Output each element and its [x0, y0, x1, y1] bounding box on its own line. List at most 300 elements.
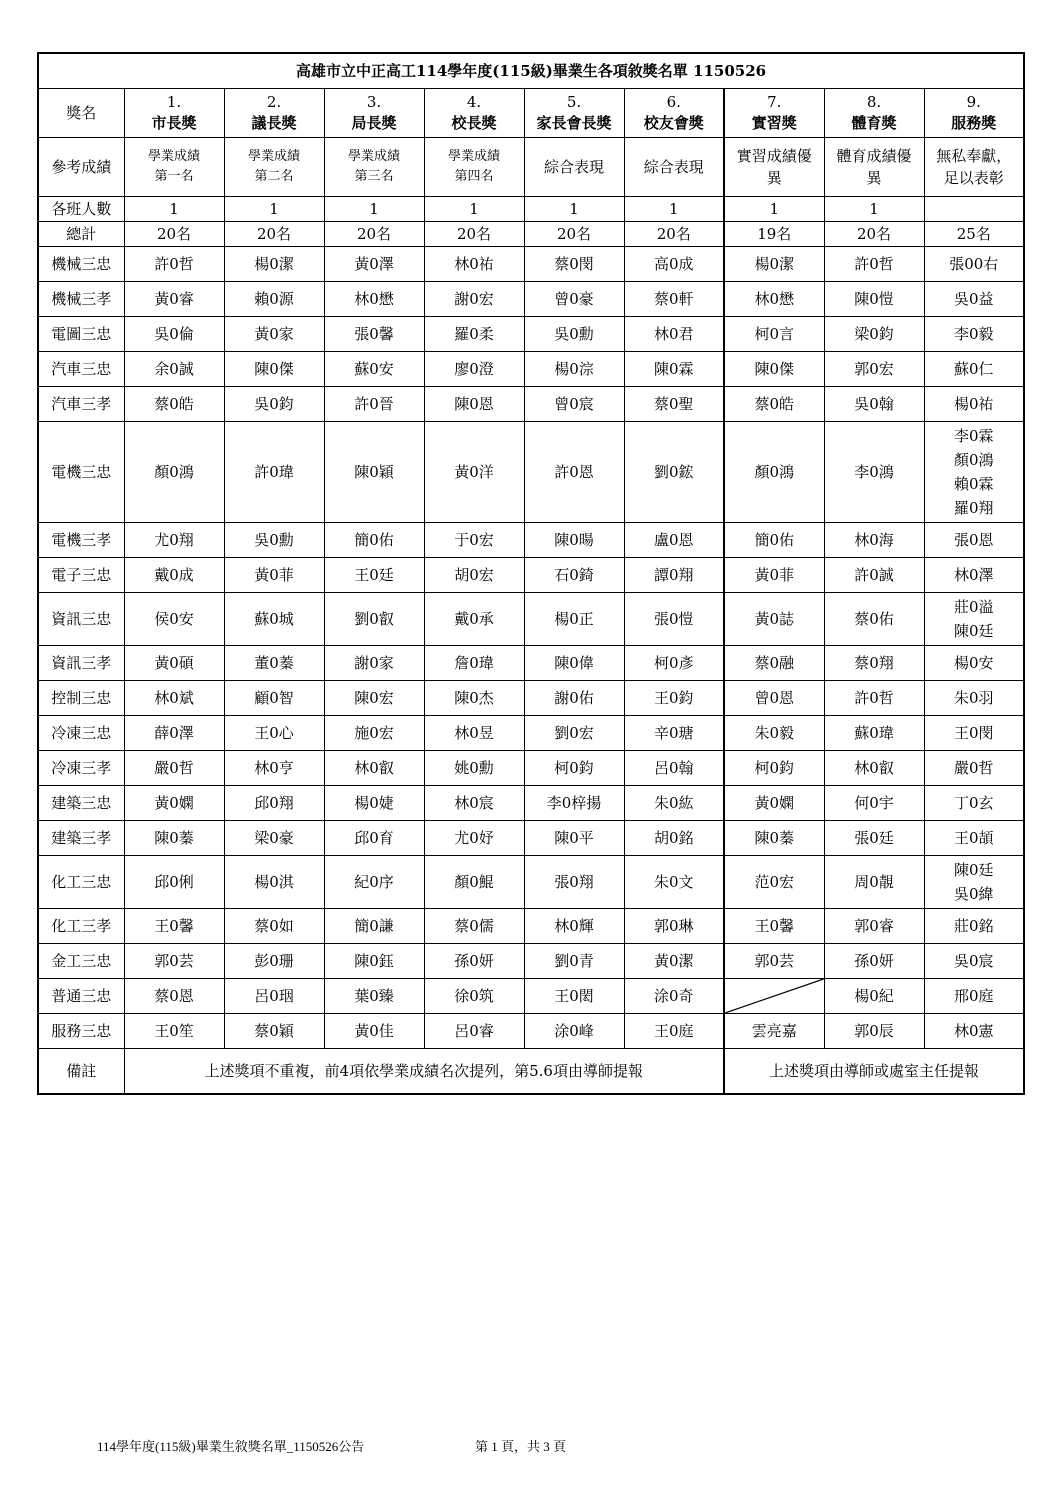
student-name: 陳0廷: [954, 622, 994, 640]
award-name-cell: [524, 979, 624, 1014]
table-row: [38, 909, 1024, 944]
student-name: 何0宇: [854, 794, 894, 812]
award-number: 6.: [666, 93, 681, 111]
class-name: 資訊三忠: [38, 593, 124, 646]
reference-line: 學業成績: [147, 149, 200, 164]
award-name-cell: [224, 317, 324, 352]
award-name-cell: [824, 422, 924, 523]
reference-cell: [324, 138, 424, 197]
student-name: 吳0勳: [254, 531, 294, 549]
per-class-count: 1: [124, 197, 224, 222]
student-name: 呂0睿: [454, 1022, 494, 1040]
student-name: 王0心: [254, 724, 294, 742]
award-name-cell: [324, 646, 424, 681]
reference-cell: [924, 138, 1024, 197]
student-name: 楊0婕: [354, 794, 394, 812]
class-name: 機械三孝: [38, 282, 124, 317]
student-name: 林0憲: [954, 1022, 994, 1040]
total-count: 20名: [124, 222, 224, 247]
student-name: 王0頡: [954, 829, 994, 847]
award-name-cell: [824, 909, 924, 944]
student-name: 賴0源: [254, 290, 294, 308]
student-name: 朱0紘: [653, 794, 694, 812]
award-name-cell: [824, 317, 924, 352]
reference-cell: [424, 138, 524, 197]
class-name: 建築三孝: [38, 821, 124, 856]
student-name: 柯0彥: [653, 654, 694, 672]
student-name: 呂0翰: [653, 759, 694, 777]
student-name: 蔡0軒: [653, 290, 694, 308]
student-name: 朱0文: [653, 873, 694, 891]
award-name-cell: [624, 786, 724, 821]
award-name-cell: [924, 751, 1024, 786]
student-name: 郭0芸: [754, 952, 795, 970]
student-name: 林0祐: [454, 255, 494, 273]
table-row: [38, 593, 1024, 646]
award-name-cell: [524, 909, 624, 944]
award-name-cell: [624, 247, 724, 282]
award-name-cell: [624, 1014, 724, 1049]
award-name-cell: [724, 821, 824, 856]
student-name: 許0哲: [854, 255, 894, 273]
remarks-row: [38, 1049, 1024, 1095]
student-name: 陳0愷: [854, 290, 894, 308]
student-name: 蔡0聖: [653, 395, 694, 413]
total-count: 20名: [224, 222, 324, 247]
award-name-cell: [524, 593, 624, 646]
award-name-cell: [424, 317, 524, 352]
student-name: 王0鈞: [653, 689, 694, 707]
student-name: 許0誠: [854, 566, 894, 584]
student-name: 蔡0翔: [854, 654, 894, 672]
award-name-cell: [224, 422, 324, 523]
award-name-cell: [824, 821, 924, 856]
award-name-cell: [924, 282, 1024, 317]
award-name-cell: [924, 247, 1024, 282]
award-name-cell: [424, 646, 524, 681]
student-name: 孫0妍: [854, 952, 894, 970]
student-name: 蔡0儒: [454, 917, 494, 935]
per-class-count: 1: [624, 197, 724, 222]
student-name: 顏0鴻: [754, 463, 795, 481]
student-name: 許0瑋: [254, 463, 294, 481]
reference-cell: [224, 138, 324, 197]
student-name: 柯0鈞: [754, 759, 795, 777]
reference-cell: [824, 138, 924, 197]
student-name: 莊0銘: [954, 917, 994, 935]
table-row: [38, 387, 1024, 422]
student-name: 陳0蓁: [154, 829, 194, 847]
award-name-cell: [624, 352, 724, 387]
award-name-cell: [624, 317, 724, 352]
award-name-cell: [224, 856, 324, 909]
award-title: 體育獎: [851, 114, 897, 132]
award-name-cell: [224, 751, 324, 786]
student-name: 紀0序: [354, 873, 394, 891]
award-name-cell: [524, 716, 624, 751]
class-name: 汽車三忠: [38, 352, 124, 387]
class-name: 汽車三孝: [38, 387, 124, 422]
student-name: 曾0恩: [754, 689, 795, 707]
award-name-cell: [124, 422, 224, 523]
award-name-cell: [524, 1014, 624, 1049]
award-name-cell: [424, 856, 524, 909]
student-name: 許0恩: [554, 463, 594, 481]
class-name: 控制三忠: [38, 681, 124, 716]
student-name: 張0恩: [954, 531, 994, 549]
student-name: 陳0傑: [754, 360, 795, 378]
award-name-cell: [324, 716, 424, 751]
reference-line: 足以表彰: [943, 169, 1004, 187]
student-name: 楊0淇: [254, 873, 294, 891]
award-name-cell: [424, 523, 524, 558]
award-name-cell: [724, 593, 824, 646]
award-name-cell: [124, 786, 224, 821]
award-name-cell: [924, 856, 1024, 909]
diagonal-slash: [725, 979, 824, 1013]
award-name-cell: [324, 422, 424, 523]
reference-line: 無私奉獻，: [936, 147, 1012, 165]
award-name-cell: [224, 944, 324, 979]
award-name-cell: [324, 944, 424, 979]
student-name: 董0蓁: [254, 654, 294, 672]
award-name-cell: [224, 247, 324, 282]
award-name-cell: [324, 387, 424, 422]
student-name: 簡0佑: [754, 531, 795, 549]
award-name-cell: [924, 523, 1024, 558]
award-name-cell: [224, 593, 324, 646]
award-header-cell: [524, 89, 624, 138]
total-label: 總計: [38, 222, 124, 247]
reference-cell: [624, 138, 724, 197]
award-title: 服務獎: [951, 114, 997, 132]
award-name-cell: [724, 944, 824, 979]
award-name-cell: [724, 909, 824, 944]
student-name: 彭0珊: [254, 952, 294, 970]
award-name-cell: [224, 979, 324, 1014]
student-name: 柯0言: [754, 325, 795, 343]
table-row: [38, 751, 1024, 786]
award-name-cell: [924, 979, 1024, 1014]
award-title: 市長獎: [151, 114, 197, 132]
student-name: 林0懋: [754, 290, 795, 308]
student-name: 吳0鈞: [254, 395, 294, 413]
award-name-cell: [424, 387, 524, 422]
student-name: 蔡0閔: [554, 255, 594, 273]
reference-line: 學業成績: [447, 149, 500, 164]
student-name: 張0翔: [554, 873, 594, 891]
table-row: [38, 352, 1024, 387]
award-name-cell: [324, 1014, 424, 1049]
student-name: 孫0妍: [454, 952, 494, 970]
student-name: 謝0宏: [454, 290, 494, 308]
student-name: 陳0宏: [354, 689, 394, 707]
per-class-label: 各班人數: [38, 197, 124, 222]
reference-line: 異: [766, 169, 782, 187]
student-name: 涂0峰: [554, 1022, 594, 1040]
per-class-count: 1: [524, 197, 624, 222]
award-name-cell: [824, 387, 924, 422]
award-name-cell: [724, 646, 824, 681]
reference-line: 學業成績: [247, 149, 300, 164]
student-name: 王0廷: [354, 566, 394, 584]
student-name: 蔡0皓: [154, 395, 194, 413]
award-name-cell: [124, 646, 224, 681]
award-name-cell: [424, 979, 524, 1014]
student-name: 邢0庭: [954, 987, 994, 1005]
reference-line: 綜合表現: [643, 158, 704, 176]
student-name: 陳0暘: [554, 531, 594, 549]
award-name-cell: [924, 558, 1024, 593]
footer-doc-name: 114學年度(115級)畢業生敘獎名單_1150526公告: [97, 1439, 365, 1454]
award-name-cell: [124, 751, 224, 786]
student-name: 蔡0融: [754, 654, 795, 672]
award-name-cell: [924, 352, 1024, 387]
award-name-cell: [824, 979, 924, 1014]
student-name: 楊0淙: [554, 360, 594, 378]
award-name-cell: [724, 1014, 824, 1049]
class-name: 服務三忠: [38, 1014, 124, 1049]
award-name-cell: [824, 716, 924, 751]
award-name-cell: [124, 387, 224, 422]
student-name: 廖0澄: [454, 360, 494, 378]
student-name: 陳0恩: [454, 395, 494, 413]
student-name: 林0懋: [354, 290, 394, 308]
student-name: 張0愷: [653, 610, 694, 628]
award-name-cell: [124, 317, 224, 352]
student-name: 劉0鋐: [653, 463, 694, 481]
per-class-count: 1: [224, 197, 324, 222]
student-name: 侯0安: [154, 610, 194, 628]
award-name-cell: [824, 282, 924, 317]
student-name: 李0梓揚: [546, 794, 602, 812]
award-name-cell: [224, 282, 324, 317]
award-name-cell: [724, 751, 824, 786]
student-name: 戴0成: [154, 566, 194, 584]
award-table: [37, 52, 1025, 1095]
student-name: 柯0鈞: [554, 759, 594, 777]
award-title: 校長獎: [451, 114, 497, 132]
student-name: 楊0正: [554, 610, 594, 628]
award-name-cell: [424, 716, 524, 751]
table-row: [38, 856, 1024, 909]
award-name-cell: [224, 523, 324, 558]
student-name: 范0宏: [754, 873, 795, 891]
student-name: 賴0霖: [954, 475, 994, 493]
award-name-cell: [324, 247, 424, 282]
student-name: 簡0佑: [354, 531, 394, 549]
award-name-cell: [124, 821, 224, 856]
award-header-cell: [424, 89, 524, 138]
total-count: 20名: [824, 222, 924, 247]
student-name: 邱0育: [354, 829, 394, 847]
student-name: 黃0潔: [653, 952, 694, 970]
award-name-cell: [424, 422, 524, 523]
student-name: 王0閔: [954, 724, 994, 742]
student-name: 陳0平: [554, 829, 594, 847]
class-name: 化工三忠: [38, 856, 124, 909]
student-name: 邱0翔: [254, 794, 294, 812]
award-name-cell: [624, 821, 724, 856]
student-name: 梁0鈞: [854, 325, 894, 343]
award-name-cell: [124, 856, 224, 909]
student-name: 嚴0哲: [954, 759, 994, 777]
award-name-cell: [724, 387, 824, 422]
student-name: 林0叡: [854, 759, 894, 777]
award-header-cell: [724, 89, 824, 138]
student-name: 黃0菲: [754, 566, 795, 584]
reference-cell: [724, 138, 824, 197]
award-name-cell: [524, 387, 624, 422]
award-name-cell: [224, 681, 324, 716]
award-name-cell: [524, 422, 624, 523]
award-title: 局長獎: [351, 114, 397, 132]
award-name-cell: [424, 751, 524, 786]
per-class-count: 1: [424, 197, 524, 222]
award-header-cell: [124, 89, 224, 138]
award-name-cell: [324, 282, 424, 317]
table-row: [38, 681, 1024, 716]
award-name-cell: [124, 979, 224, 1014]
student-name: 林0君: [653, 325, 694, 343]
student-name: 黃0嫻: [154, 794, 194, 812]
award-name-cell: [324, 979, 424, 1014]
award-name-cell: [224, 558, 324, 593]
class-name: 普通三忠: [38, 979, 124, 1014]
award-name-cell: [524, 821, 624, 856]
award-name-cell: [624, 856, 724, 909]
student-name: 王0庭: [653, 1022, 694, 1040]
student-name: 林0昱: [454, 724, 494, 742]
class-name: 金工三忠: [38, 944, 124, 979]
award-name-cell: [824, 856, 924, 909]
table-row: [38, 523, 1024, 558]
award-name-cell: [824, 352, 924, 387]
student-name: 吳0緯: [954, 885, 994, 903]
reference-line: 第四名: [454, 169, 494, 184]
award-name-cell: [124, 593, 224, 646]
award-header-cell: [324, 89, 424, 138]
student-name: 胡0宏: [454, 566, 494, 584]
total-count: 20名: [424, 222, 524, 247]
student-name: 劉0叡: [354, 610, 394, 628]
award-name-cell: [124, 558, 224, 593]
award-name-cell: [224, 1014, 324, 1049]
award-name-cell: [524, 523, 624, 558]
class-name: 冷凍三孝: [38, 751, 124, 786]
student-name: 蘇0瑋: [854, 724, 894, 742]
award-name-cell: [924, 821, 1024, 856]
table-row: [38, 317, 1024, 352]
award-name-cell: [824, 523, 924, 558]
total-count: 25名: [924, 222, 1024, 247]
student-name: 吳0倫: [154, 325, 194, 343]
student-name: 曾0宸: [554, 395, 594, 413]
award-header-cell: [624, 89, 724, 138]
student-name: 邱0俐: [154, 873, 194, 891]
student-name: 余0誠: [154, 360, 194, 378]
student-name: 黃0菲: [254, 566, 294, 584]
student-name: 蔡0如: [254, 917, 294, 935]
award-name-cell: [824, 247, 924, 282]
award-name-cell: [624, 593, 724, 646]
award-name-cell: [424, 786, 524, 821]
student-name: 詹0瑋: [454, 654, 494, 672]
award-name-cell: [524, 282, 624, 317]
award-name-cell: [924, 716, 1024, 751]
student-name: 林0叡: [354, 759, 394, 777]
award-name-cell: [324, 593, 424, 646]
footer-page-number: 第 1 頁，共 3 頁: [475, 1439, 567, 1454]
class-name: 機械三忠: [38, 247, 124, 282]
student-name: 王0閎: [554, 987, 594, 1005]
student-name: 林0斌: [154, 689, 194, 707]
student-name: 楊0潔: [254, 255, 294, 273]
award-list-page: [37, 52, 1023, 1095]
award-name-cell: [524, 681, 624, 716]
class-name: 資訊三孝: [38, 646, 124, 681]
student-name: 石0錡: [554, 566, 594, 584]
student-name: 顏0鴻: [954, 451, 994, 469]
award-name-cell: [824, 558, 924, 593]
student-name: 楊0紀: [854, 987, 894, 1005]
award-number: 3.: [366, 93, 382, 111]
table-row: [38, 716, 1024, 751]
reference-line: 實習成績優: [736, 147, 812, 165]
award-name-cell: [624, 681, 724, 716]
award-name-cell: [324, 909, 424, 944]
table-row: [38, 1014, 1024, 1049]
award-name-cell: [724, 282, 824, 317]
student-name: 蔡0恩: [154, 987, 194, 1005]
student-name: 林0澤: [954, 566, 994, 584]
student-name: 雲亮嘉: [751, 1022, 797, 1040]
student-name: 莊0溢: [954, 598, 994, 616]
award-name-cell: [924, 317, 1024, 352]
award-name-cell: [424, 1014, 524, 1049]
table-title: 高雄市立中正高工114學年度(115級)畢業生各項敘獎名單 1150526: [38, 53, 1024, 89]
student-name: 林0亨: [254, 759, 294, 777]
reference-line: 第三名: [354, 169, 394, 184]
student-name: 于0宏: [454, 531, 494, 549]
slash-line: [725, 979, 824, 1013]
student-name: 黃0誌: [754, 610, 795, 628]
student-name: 尤0妤: [454, 829, 494, 847]
award-title: 校友會獎: [643, 114, 704, 132]
award-name-cell: [324, 523, 424, 558]
award-name-cell: [524, 786, 624, 821]
award-name-cell: [624, 646, 724, 681]
award-number: 4.: [466, 93, 482, 111]
total-count: 20名: [524, 222, 624, 247]
class-name: 建築三忠: [38, 786, 124, 821]
award-name-cell: [324, 821, 424, 856]
award-name-cell: [924, 909, 1024, 944]
student-name: 李0毅: [954, 325, 994, 343]
award-name-cell: [224, 716, 324, 751]
award-name-cell: [124, 282, 224, 317]
student-name: 許0晉: [354, 395, 394, 413]
award-header-cell: [924, 89, 1024, 138]
student-name: 顏0鴻: [154, 463, 194, 481]
student-name: 郭0宏: [854, 360, 894, 378]
award-name-cell: [524, 247, 624, 282]
award-name-cell: [224, 909, 324, 944]
award-name-cell: [324, 558, 424, 593]
table-row: [38, 558, 1024, 593]
student-name: 張0馨: [354, 325, 394, 343]
award-name-cell: [124, 352, 224, 387]
